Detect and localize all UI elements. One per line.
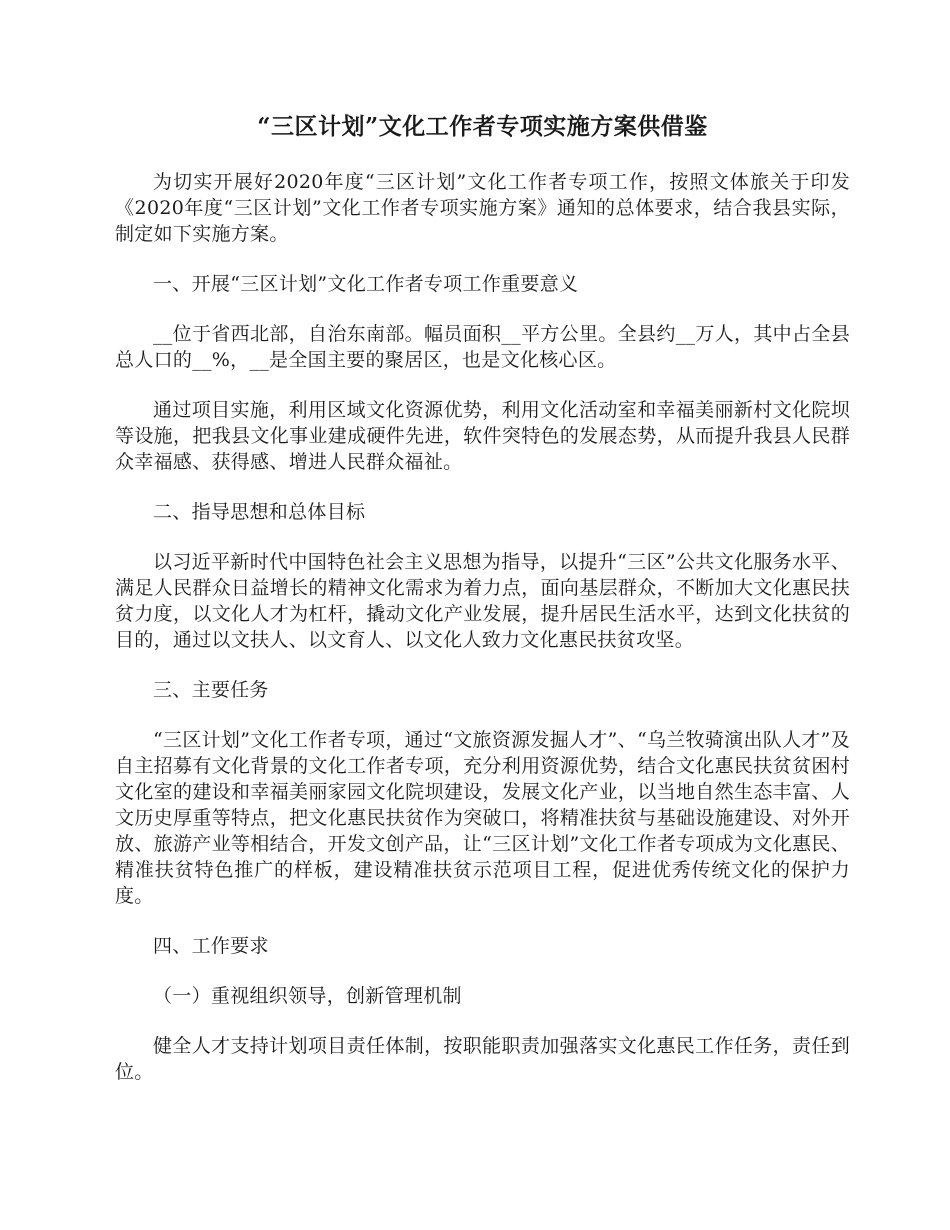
section-4-subsection-1-heading: （一）重视组织领导，创新管理机制 [153,985,462,1007]
section-4-heading: 四、工作要求 [153,935,269,957]
section-2-heading: 二、指导思想和总体目标 [153,501,366,523]
document-title: “三区计划”文化工作者专项实施方案供借鉴 [257,113,708,140]
intro-paragraph: 为切实开展好2020年度“三区计划”文化工作者专项工作，按照文体旅关于印发《2020年度“三区计划”文化工作者专项实施方案》通知的总体要求，结合我县实际，制定如下实施方案。 [115,171,850,245]
section-1-paragraph-2: 通过项目实施，利用区域文化资源优势，利用文化活动室和幸福美丽新村文化院坝等设施，把我县文化事业建成硬件先进，软件突特色的发展态势，从而提升我县人民群众幸福感、获得感、增进人民群众福祉。 [115,399,850,473]
document-page [115,110,850,1109]
section-3-heading: 三、主要任务 [153,679,269,701]
section-2-paragraph: 以习近平新时代中国特色社会主义思想为指导，以提升“三区”公共文化服务水平、满足人民群众日益增长的精神文化需求为着力点，面向基层群众，不断加大文化惠民扶贫力度，以文化人才为杠杆，撬动文化产业发展，提升居民生活水平，达到文化扶贫的目的，通过以文扶人、以文育人、以文化人致力文化惠民扶贫攻坚。 [115,551,850,651]
section-4-subsection-1-paragraph: 健全人才支持计划项目责任体制，按职能职责加强落实文化惠民工作任务，责任到位。 [115,1035,850,1083]
section-1-heading: 一、开展“三区计划”文化工作者专项工作重要意义 [153,273,579,295]
section-3-paragraph: “三区计划”文化工作者专项，通过“文旅资源发掘人才”、“乌兰牧骑演出队人才”及自主招募有文化背景的文化工作者专项，充分利用资源优势，结合文化惠民扶贫贫困村文化室的建设和幸福美丽家园文化院坝建设，发展文化产业，以当地自然生态丰富、人文历史厚重等特点，把文化惠民扶贫作为突破口，将精准扶贫与基础设施建设、对外开放、旅游产业等相结合，开发文创产品，让“三区计划”文化工作者专项成为文化惠民、精准扶贫特色推广的样板，建设精准扶贫示范项目工程，促进优秀传统文化的保护力度。 [115,729,850,907]
section-1-paragraph-1: __位于省西北部，自治东南部。幅员面积__平方公里。全县约__万人，其中占全县总人口的__%，__是全国主要的聚居区，也是文化核心区。 [115,323,850,371]
